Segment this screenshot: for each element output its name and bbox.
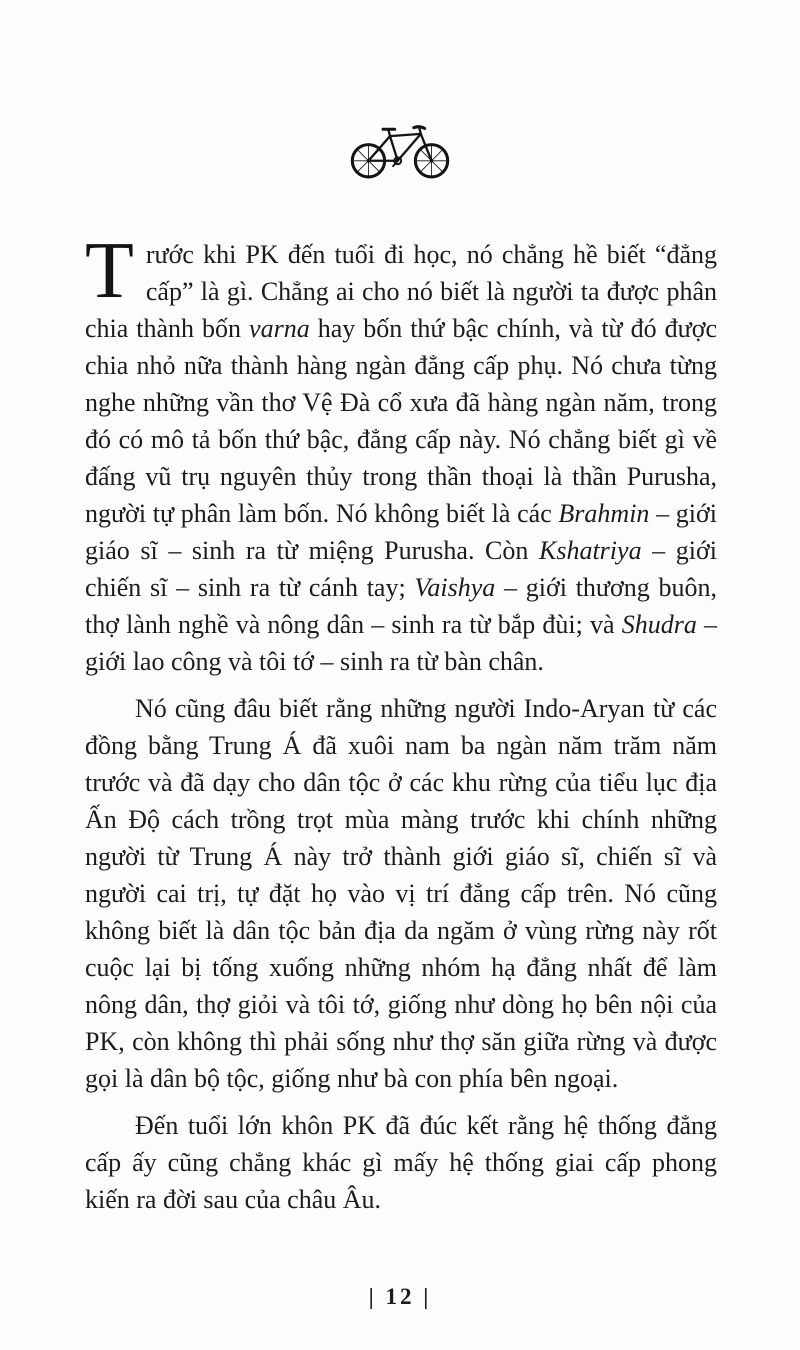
bicycle-icon	[350, 120, 450, 180]
bicycle-ornament-icon	[0, 120, 800, 185]
paragraph	[85, 1107, 717, 1218]
text-segment: rước khi PK đến tuổi đi học, nó chẳng hề biết “đẳng cấp” là gì. Chẳng ai cho nó biết là người ta được phân chia thành bốn	[85, 240, 717, 343]
paragraph	[85, 690, 717, 1097]
italic-text-segment: Shudra	[621, 610, 697, 639]
paragraph	[85, 227, 717, 680]
italic-text-segment: Kshatriya	[539, 536, 642, 565]
italic-text-segment: Vaishya	[414, 573, 496, 602]
text-segment: hay bốn thứ bậc chính, và từ đó được chia nhỏ nữa thành hàng ngàn đẳng cấp phụ. Nó chưa từng nghe những vần thơ Vệ Đà cổ xưa đã hàng ngàn năm, trong đó có mô tả bốn thứ bậc, đẳng cấp này. Nó chẳng biết gì về đấng vũ trụ nguyên thủy trong thần thoại là thần Purusha, người tự phân làm bốn. Nó không biết là các	[85, 314, 717, 528]
italic-text-segment: Brahmin	[558, 499, 650, 528]
text-segment: – giới giáo sĩ – sinh ra từ miệng Purusha. Còn	[85, 499, 717, 565]
text-segment: – giới thương buôn, thợ lành nghề và nông dân – sinh ra từ bắp đùi; và	[85, 573, 717, 639]
text-segment: Đến tuổi lớn khôn PK đã đúc kết rằng hệ thống đẳng cấp ấy cũng chẳng khác gì mấy hệ thống giai cấp phong kiến ra đời sau của châu Âu.	[85, 1111, 717, 1214]
dropcap-letter: T	[85, 227, 134, 315]
text-segment: – giới chiến sĩ – sinh ra từ cánh tay;	[85, 536, 717, 602]
body-text	[85, 227, 717, 1228]
page-number: | 12 |	[368, 1284, 432, 1309]
text-segment: Nó cũng đâu biết rằng những người Indo-Aryan từ các đồng bằng Trung Á đã xuôi nam ba ngàn năm trăm năm trước và đã dạy cho dân tộc ở các khu rừng của tiểu lục địa Ấn Độ cách trồng trọt mùa màng trước khi chính những người từ Trung Á này trở thành giới giáo sĩ, chiến sĩ và người cai trị, tự đặt họ vào vị trí đẳng cấp trên. Nó cũng không biết là dân tộc bản địa da ngăm ở vùng rừng này rốt cuộc lại bị tống xuống những nhóm hạ đẳng nhất để làm nông dân, thợ giỏi và tôi tớ, giống như dòng họ bên nội của PK, còn không thì phải sống như thợ săn giữa rừng và được gọi là dân bộ tộc, giống như bà con phía bên ngoại.	[85, 694, 717, 1093]
text-segment: – giới lao công và tôi tớ – sinh ra từ bàn chân.	[85, 610, 717, 676]
italic-text-segment: varna	[249, 314, 310, 343]
